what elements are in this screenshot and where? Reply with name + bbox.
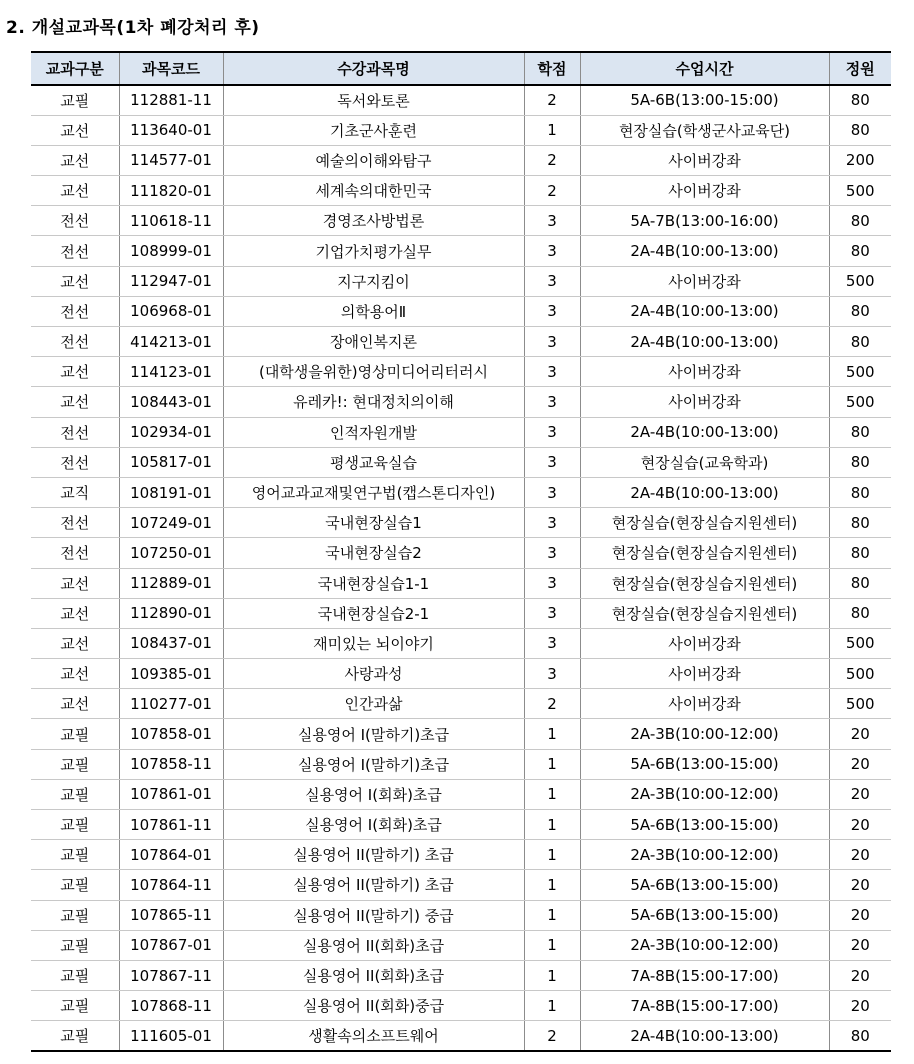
schedule-cell: 2A-4B(10:00-13:00)	[580, 1021, 829, 1051]
credits-cell: 3	[524, 598, 580, 628]
category-cell: 전선	[31, 296, 119, 326]
capacity-cell: 80	[829, 568, 891, 598]
code-cell: 107249-01	[119, 508, 223, 538]
code-cell: 105817-01	[119, 447, 223, 477]
credits-cell: 2	[524, 689, 580, 719]
capacity-cell: 80	[829, 327, 891, 357]
category-cell: 교필	[31, 840, 119, 870]
table-row	[31, 779, 891, 809]
code-cell: 114123-01	[119, 357, 223, 387]
credits-cell: 3	[524, 266, 580, 296]
course-name-cell: 기업가치평가실무	[223, 236, 524, 266]
course-name-cell: 국내현장실습2	[223, 538, 524, 568]
schedule-cell: 현장실습(현장실습지원센터)	[580, 508, 829, 538]
capacity-cell: 80	[829, 417, 891, 447]
category-cell: 전선	[31, 327, 119, 357]
course-name-cell: 실용영어 II(회화)중급	[223, 991, 524, 1021]
schedule-cell: 5A-7B(13:00-16:00)	[580, 206, 829, 236]
course-name-cell: (대학생을위한)영상미디어리터러시	[223, 357, 524, 387]
code-cell: 114577-01	[119, 145, 223, 175]
code-cell: 110618-11	[119, 206, 223, 236]
category-cell: 교선	[31, 115, 119, 145]
code-cell: 107861-11	[119, 810, 223, 840]
capacity-cell: 500	[829, 387, 891, 417]
capacity-cell: 20	[829, 719, 891, 749]
schedule-cell: 7A-8B(15:00-17:00)	[580, 991, 829, 1021]
category-cell: 교선	[31, 598, 119, 628]
category-cell: 교선	[31, 387, 119, 417]
credits-cell: 1	[524, 779, 580, 809]
category-cell: 교선	[31, 568, 119, 598]
credits-cell: 2	[524, 145, 580, 175]
code-cell: 107858-11	[119, 749, 223, 779]
course-name-cell: 의학용어Ⅱ	[223, 296, 524, 326]
capacity-cell: 20	[829, 991, 891, 1021]
credits-cell: 1	[524, 719, 580, 749]
table-row	[31, 689, 891, 719]
course-name-cell: 평생교육실습	[223, 447, 524, 477]
category-cell: 전선	[31, 417, 119, 447]
credits-cell: 3	[524, 659, 580, 689]
table-row	[31, 296, 891, 326]
capacity-cell: 20	[829, 960, 891, 990]
category-cell: 전선	[31, 236, 119, 266]
category-cell: 교필	[31, 870, 119, 900]
column-header-schedule: 수업시간	[580, 52, 829, 85]
category-cell: 교필	[31, 810, 119, 840]
table-row	[31, 900, 891, 930]
table-row	[31, 598, 891, 628]
table-header-row	[31, 52, 891, 85]
course-name-cell: 실용영어 I(회화)초급	[223, 810, 524, 840]
course-name-cell: 실용영어 II(말하기) 초급	[223, 840, 524, 870]
schedule-cell: 현장실습(학생군사교육단)	[580, 115, 829, 145]
credits-cell: 3	[524, 417, 580, 447]
category-cell: 교선	[31, 357, 119, 387]
capacity-cell: 80	[829, 206, 891, 236]
schedule-cell: 사이버강좌	[580, 628, 829, 658]
schedule-cell: 5A-6B(13:00-15:00)	[580, 810, 829, 840]
table-row	[31, 477, 891, 507]
capacity-cell: 200	[829, 145, 891, 175]
table-row	[31, 327, 891, 357]
table-row	[31, 960, 891, 990]
table-row	[31, 659, 891, 689]
credits-cell: 3	[524, 508, 580, 538]
category-cell: 전선	[31, 206, 119, 236]
capacity-cell: 80	[829, 447, 891, 477]
table-row	[31, 176, 891, 206]
capacity-cell: 20	[829, 840, 891, 870]
credits-cell: 3	[524, 296, 580, 326]
credits-cell: 2	[524, 1021, 580, 1051]
table-row	[31, 508, 891, 538]
course-name-cell: 유레카!: 현대정치의이해	[223, 387, 524, 417]
category-cell: 교필	[31, 779, 119, 809]
code-cell: 107858-01	[119, 719, 223, 749]
course-name-cell: 실용영어 I(말하기)초급	[223, 749, 524, 779]
schedule-cell: 5A-6B(13:00-15:00)	[580, 85, 829, 115]
code-cell: 107867-11	[119, 960, 223, 990]
capacity-cell: 80	[829, 508, 891, 538]
credits-cell: 2	[524, 176, 580, 206]
category-cell: 교필	[31, 719, 119, 749]
schedule-cell: 현장실습(현장실습지원센터)	[580, 538, 829, 568]
code-cell: 107861-01	[119, 779, 223, 809]
capacity-cell: 500	[829, 659, 891, 689]
course-name-cell: 경영조사방법론	[223, 206, 524, 236]
code-cell: 414213-01	[119, 327, 223, 357]
table-row	[31, 357, 891, 387]
code-cell: 111820-01	[119, 176, 223, 206]
capacity-cell: 500	[829, 689, 891, 719]
column-header-category: 교과구분	[31, 52, 119, 85]
code-cell: 106968-01	[119, 296, 223, 326]
credits-cell: 1	[524, 115, 580, 145]
code-cell: 108437-01	[119, 628, 223, 658]
credits-cell: 3	[524, 327, 580, 357]
table-row	[31, 538, 891, 568]
code-cell: 111605-01	[119, 1021, 223, 1051]
schedule-cell: 2A-3B(10:00-12:00)	[580, 930, 829, 960]
capacity-cell: 80	[829, 115, 891, 145]
credits-cell: 1	[524, 960, 580, 990]
credits-cell: 3	[524, 387, 580, 417]
category-cell: 교선	[31, 176, 119, 206]
credits-cell: 1	[524, 870, 580, 900]
capacity-cell: 20	[829, 930, 891, 960]
course-name-cell: 실용영어 II(회화)초급	[223, 960, 524, 990]
capacity-cell: 20	[829, 870, 891, 900]
capacity-cell: 500	[829, 357, 891, 387]
schedule-cell: 2A-3B(10:00-12:00)	[580, 840, 829, 870]
capacity-cell: 500	[829, 628, 891, 658]
capacity-cell: 20	[829, 810, 891, 840]
course-name-cell: 기초군사훈련	[223, 115, 524, 145]
schedule-cell: 사이버강좌	[580, 357, 829, 387]
column-header-code: 과목코드	[119, 52, 223, 85]
schedule-cell: 5A-6B(13:00-15:00)	[580, 749, 829, 779]
code-cell: 107865-11	[119, 900, 223, 930]
schedule-cell: 사이버강좌	[580, 145, 829, 175]
credits-cell: 3	[524, 477, 580, 507]
table-row	[31, 206, 891, 236]
schedule-cell: 사이버강좌	[580, 176, 829, 206]
table-row	[31, 719, 891, 749]
schedule-cell: 2A-4B(10:00-13:00)	[580, 236, 829, 266]
capacity-cell: 20	[829, 900, 891, 930]
capacity-cell: 20	[829, 749, 891, 779]
capacity-cell: 80	[829, 538, 891, 568]
category-cell: 교필	[31, 1021, 119, 1051]
table-row	[31, 568, 891, 598]
table-row	[31, 870, 891, 900]
schedule-cell: 2A-4B(10:00-13:00)	[580, 327, 829, 357]
credits-cell: 3	[524, 447, 580, 477]
table-row	[31, 417, 891, 447]
column-header-credits: 학점	[524, 52, 580, 85]
capacity-cell: 80	[829, 1021, 891, 1051]
table-row	[31, 1021, 891, 1051]
schedule-cell: 2A-3B(10:00-12:00)	[580, 719, 829, 749]
credits-cell: 3	[524, 568, 580, 598]
credits-cell: 1	[524, 991, 580, 1021]
course-name-cell: 독서와토론	[223, 85, 524, 115]
schedule-cell: 5A-6B(13:00-15:00)	[580, 870, 829, 900]
code-cell: 110277-01	[119, 689, 223, 719]
code-cell: 107250-01	[119, 538, 223, 568]
column-header-course-name: 수강과목명	[223, 52, 524, 85]
code-cell: 108999-01	[119, 236, 223, 266]
category-cell: 교선	[31, 628, 119, 658]
table-row	[31, 840, 891, 870]
credits-cell: 1	[524, 749, 580, 779]
code-cell: 112881-11	[119, 85, 223, 115]
credits-cell: 1	[524, 840, 580, 870]
schedule-cell: 사이버강좌	[580, 659, 829, 689]
code-cell: 109385-01	[119, 659, 223, 689]
schedule-cell: 현장실습(현장실습지원센터)	[580, 598, 829, 628]
table-row	[31, 266, 891, 296]
course-name-cell: 국내현장실습1	[223, 508, 524, 538]
table-row	[31, 85, 891, 115]
table-body	[31, 85, 891, 1051]
category-cell: 교필	[31, 749, 119, 779]
schedule-cell: 사이버강좌	[580, 689, 829, 719]
credits-cell: 3	[524, 206, 580, 236]
credits-cell: 3	[524, 357, 580, 387]
code-cell: 102934-01	[119, 417, 223, 447]
capacity-cell: 20	[829, 779, 891, 809]
schedule-cell: 현장실습(교육학과)	[580, 447, 829, 477]
course-table	[31, 51, 891, 1052]
category-cell: 전선	[31, 447, 119, 477]
course-name-cell: 국내현장실습1-1	[223, 568, 524, 598]
credits-cell: 3	[524, 538, 580, 568]
category-cell: 교필	[31, 930, 119, 960]
schedule-cell: 2A-3B(10:00-12:00)	[580, 779, 829, 809]
course-name-cell: 사랑과성	[223, 659, 524, 689]
course-name-cell: 예술의이해와탐구	[223, 145, 524, 175]
table-row	[31, 930, 891, 960]
category-cell: 전선	[31, 538, 119, 568]
category-cell: 교필	[31, 85, 119, 115]
course-name-cell: 실용영어 II(회화)초급	[223, 930, 524, 960]
course-name-cell: 국내현장실습2-1	[223, 598, 524, 628]
course-name-cell: 실용영어 I(회화)초급	[223, 779, 524, 809]
category-cell: 교필	[31, 960, 119, 990]
credits-cell: 1	[524, 930, 580, 960]
category-cell: 교선	[31, 689, 119, 719]
code-cell: 112890-01	[119, 598, 223, 628]
code-cell: 107867-01	[119, 930, 223, 960]
course-name-cell: 생활속의소프트웨어	[223, 1021, 524, 1051]
capacity-cell: 500	[829, 266, 891, 296]
capacity-cell: 500	[829, 176, 891, 206]
capacity-cell: 80	[829, 236, 891, 266]
capacity-cell: 80	[829, 296, 891, 326]
course-name-cell: 인간과삶	[223, 689, 524, 719]
code-cell: 108443-01	[119, 387, 223, 417]
category-cell: 교필	[31, 900, 119, 930]
schedule-cell: 2A-4B(10:00-13:00)	[580, 477, 829, 507]
course-name-cell: 장애인복지론	[223, 327, 524, 357]
code-cell: 107864-01	[119, 840, 223, 870]
category-cell: 교선	[31, 659, 119, 689]
capacity-cell: 80	[829, 477, 891, 507]
schedule-cell: 사이버강좌	[580, 387, 829, 417]
course-name-cell: 지구지킴이	[223, 266, 524, 296]
capacity-cell: 80	[829, 85, 891, 115]
code-cell: 112947-01	[119, 266, 223, 296]
course-name-cell: 실용영어 II(말하기) 중급	[223, 900, 524, 930]
schedule-cell: 2A-4B(10:00-13:00)	[580, 296, 829, 326]
schedule-cell: 7A-8B(15:00-17:00)	[580, 960, 829, 990]
credits-cell: 3	[524, 236, 580, 266]
credits-cell: 1	[524, 810, 580, 840]
table-row	[31, 447, 891, 477]
category-cell: 교직	[31, 477, 119, 507]
category-cell: 교선	[31, 145, 119, 175]
code-cell: 108191-01	[119, 477, 223, 507]
section-heading: 2. 개설교과목(1차 폐강처리 후)	[6, 18, 260, 38]
course-name-cell: 재미있는 뇌이야기	[223, 628, 524, 658]
schedule-cell: 현장실습(현장실습지원센터)	[580, 568, 829, 598]
schedule-cell: 2A-4B(10:00-13:00)	[580, 417, 829, 447]
course-name-cell: 영어교과교재및연구법(캡스톤디자인)	[223, 477, 524, 507]
code-cell: 107864-11	[119, 870, 223, 900]
table-row	[31, 749, 891, 779]
course-name-cell: 인적자원개발	[223, 417, 524, 447]
code-cell: 113640-01	[119, 115, 223, 145]
column-header-capacity: 정원	[829, 52, 891, 85]
course-name-cell: 실용영어 I(말하기)초급	[223, 719, 524, 749]
table-row	[31, 236, 891, 266]
credits-cell: 1	[524, 900, 580, 930]
credits-cell: 2	[524, 85, 580, 115]
table-row	[31, 115, 891, 145]
table-row	[31, 628, 891, 658]
course-name-cell: 세계속의대한민국	[223, 176, 524, 206]
category-cell: 교선	[31, 266, 119, 296]
category-cell: 교필	[31, 991, 119, 1021]
code-cell: 112889-01	[119, 568, 223, 598]
capacity-cell: 80	[829, 598, 891, 628]
table-row	[31, 810, 891, 840]
category-cell: 전선	[31, 508, 119, 538]
table-row	[31, 387, 891, 417]
code-cell: 107868-11	[119, 991, 223, 1021]
credits-cell: 3	[524, 628, 580, 658]
course-name-cell: 실용영어 II(말하기) 초급	[223, 870, 524, 900]
schedule-cell: 5A-6B(13:00-15:00)	[580, 900, 829, 930]
table-row	[31, 145, 891, 175]
table-row	[31, 991, 891, 1021]
schedule-cell: 사이버강좌	[580, 266, 829, 296]
